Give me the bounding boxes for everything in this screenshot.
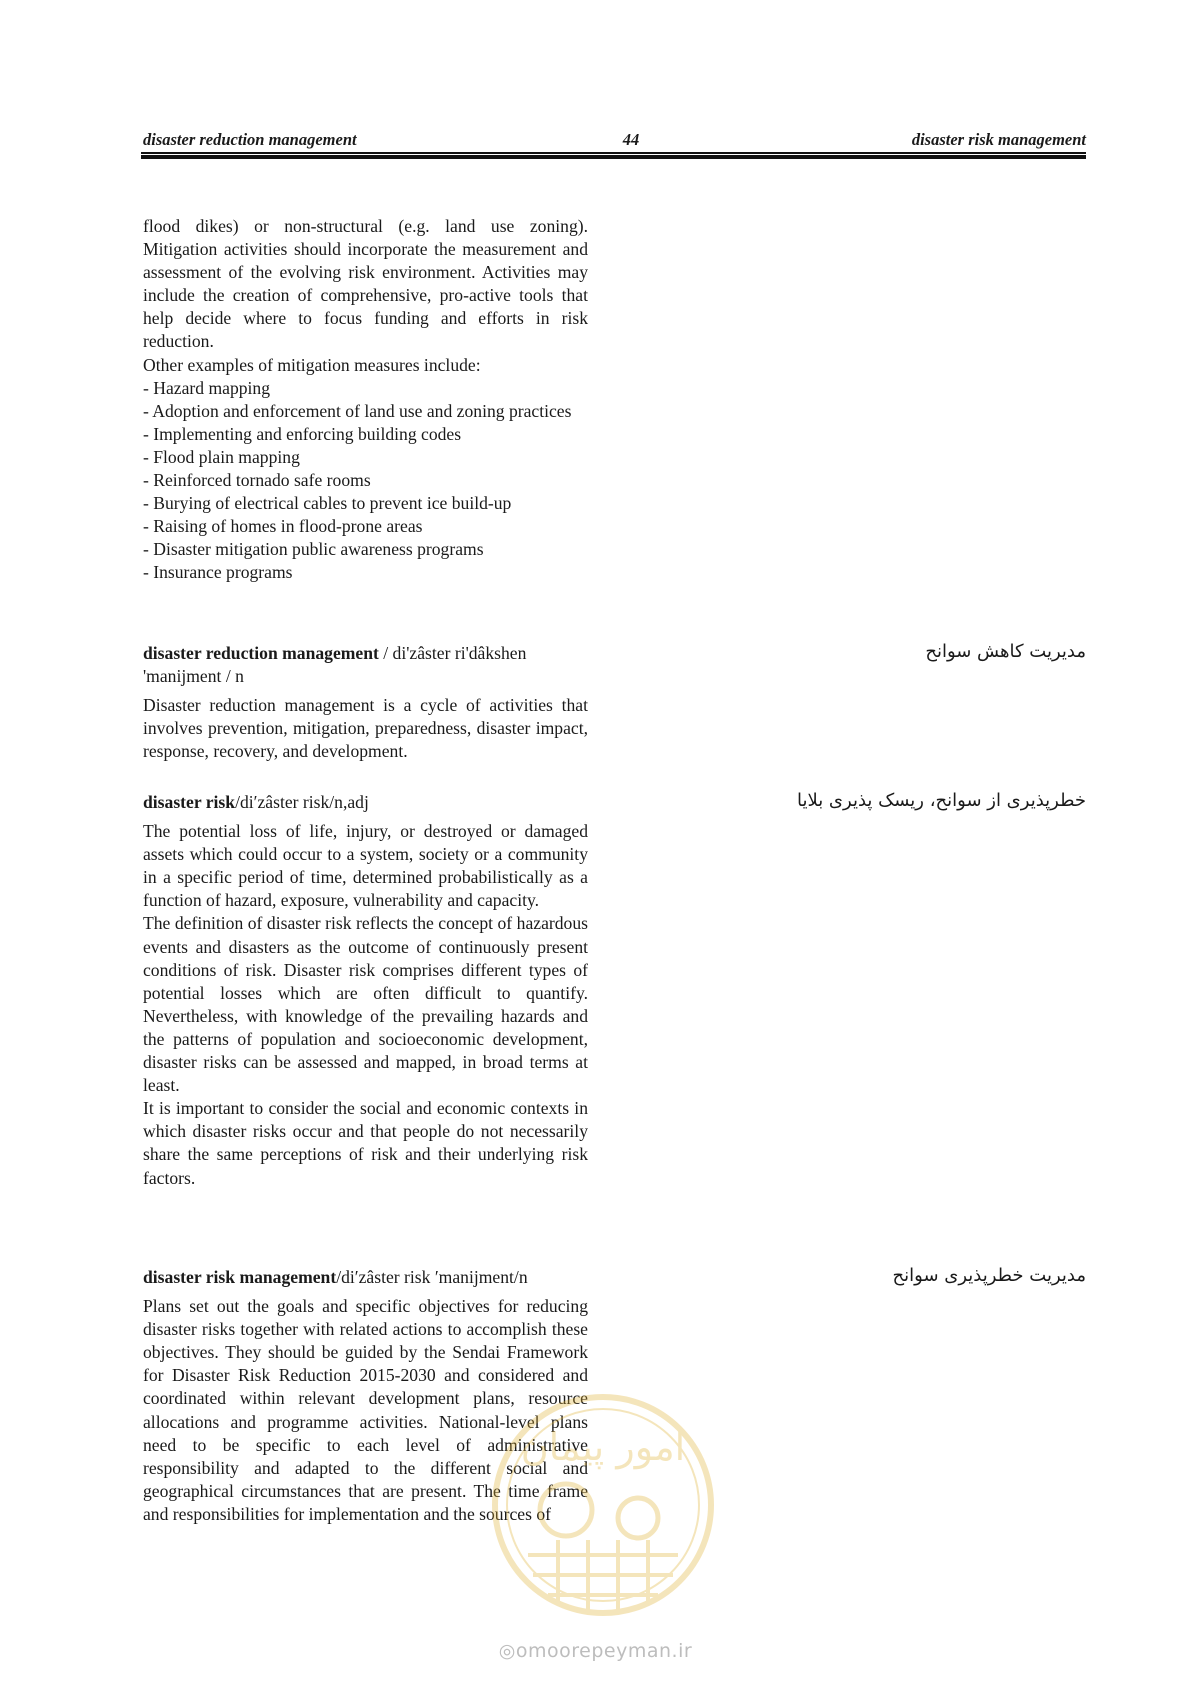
header-right-term: disaster risk management <box>911 130 1086 149</box>
watermark-site-text: omoorepeyman.ir <box>515 1640 693 1662</box>
page-number: 44 <box>622 130 640 149</box>
entry-persian-term: مدیریت خطرپذیری سوانح <box>892 1265 1086 1286</box>
header-left-term: disaster reduction management <box>143 130 357 149</box>
list-item: - Implementing and enforcing building codes <box>143 423 462 444</box>
mitigation-continued <box>143 215 588 585</box>
entry-disaster-reduction-management <box>143 642 588 763</box>
entry-pronunciation: /di′zâster risk ′manijment/n <box>336 1267 528 1287</box>
entry-term: disaster risk <box>143 792 236 812</box>
list-item: - Adoption and enforcement of land use and zoning practices <box>143 400 572 421</box>
entry-heading <box>143 1266 588 1289</box>
entry-heading <box>143 642 588 688</box>
entry-term: disaster reduction management <box>143 643 379 663</box>
list-item: - Burying of electrical cables to prevent ice build-up <box>143 493 512 514</box>
header-rule-thin <box>141 152 1086 154</box>
watermark-logo-text: امور پیمان <box>520 1425 686 1469</box>
header-rule-thick <box>141 155 1086 159</box>
watermark-site <box>0 1640 1191 1662</box>
entry-pronunciation: /di′zâster risk/n,adj <box>235 792 369 812</box>
list-item: - Flood plain mapping <box>143 446 300 467</box>
list-item: - Disaster mitigation public awareness programs <box>143 539 484 560</box>
entry-definition: The potential loss of life, injury, or destroyed or damaged assets which could occur to a system, society or a community in a specific period of time, determined probabilistically as a function of hazard, exposure, vulnerability and capacity. <box>143 821 588 911</box>
entry-definition: Plans set out the goals and specific objectives for reducing disaster risks together with related actions to accomplish these objectives. They should be guided by the Sendai Framework for Disaster Risk Reduction 2015-2030 and considered and coordinated within relevant development plans, resource allocations and programme activities. National-level plans need to be specific to each level of administrative responsibility and adapted to the different social and geographical circumstances that are present. The time frame and responsibilities for implementation and the sources of <box>143 1296 588 1524</box>
entry-definition: Disaster reduction management is a cycle of activities that involves prevention, mitigation, preparedness, disaster impact, response, recovery, and development. <box>143 695 588 762</box>
entry-heading <box>143 791 588 814</box>
entry-persian-term: خطرپذیری از سوانح، ریسک پذیری بلایا <box>796 790 1086 811</box>
entry-pronunciation: / di'zâster ri'dâkshen 'manijment / n <box>143 643 527 687</box>
list-item: - Hazard mapping <box>143 377 271 398</box>
entry-persian-term: مدیریت کاهش سوانح <box>925 641 1086 662</box>
entry-definition: It is important to consider the social and economic contexts in which disaster risks occur and that people do not necessarily share the same perceptions of risk and their underlying risk factors. <box>143 1098 588 1188</box>
entry-definition: The definition of disaster risk reflects the concept of hazardous events and disasters as the outcome of continuously present conditions of risk. Disaster risk comprises different types of potential losses which are often difficult to quantify. Nevertheless, with knowledge of the prevailing hazards and the patterns of population and socioeconomic development, disaster risks can be assessed and mapped, in broad terms at least. <box>143 913 588 1096</box>
entry-term: disaster risk management <box>143 1267 337 1287</box>
mitigation-intro: Other examples of mitigation measures include: <box>143 354 481 375</box>
watermark-logo <box>488 1390 718 1620</box>
watermark-site-icon: ◎ <box>498 1640 516 1662</box>
list-item: - Reinforced tornado safe rooms <box>143 470 371 491</box>
mitigation-paragraph: flood dikes) or non-structural (e.g. land use zoning). Mitigation activities should incorporate the measurement and assessment of the evolving risk environment. Activities may include the creation of comprehensive, pro-active tools that help decide where to focus funding and efforts in risk reduction. <box>143 216 588 352</box>
list-item: - Insurance programs <box>143 562 293 583</box>
running-head <box>141 128 1086 150</box>
entry-disaster-risk <box>143 791 588 1190</box>
list-item: - Raising of homes in flood-prone areas <box>143 516 423 537</box>
